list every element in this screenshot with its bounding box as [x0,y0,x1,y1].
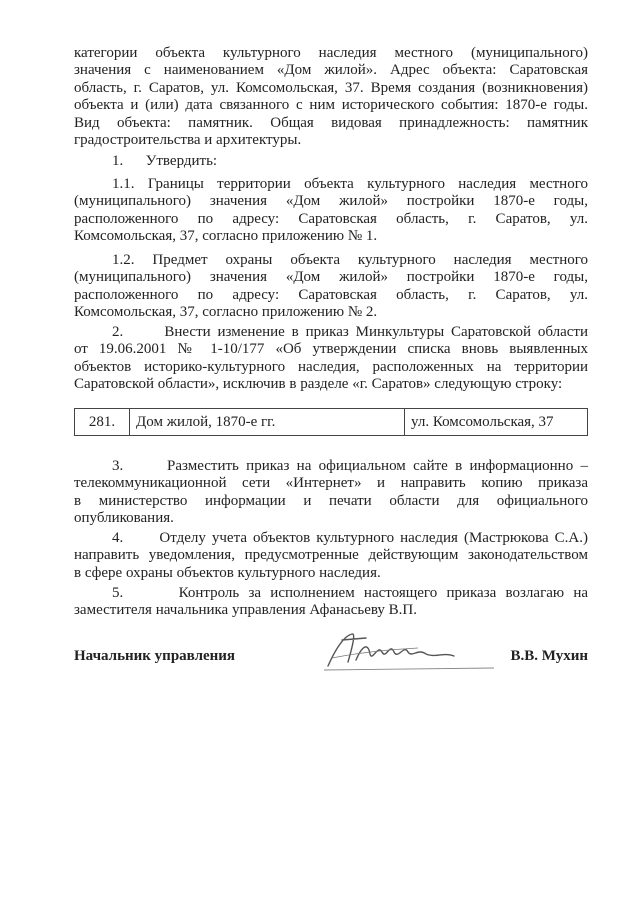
text-line: телекоммуникационной сети «Интернет» и направить копию приказа [74,475,588,492]
text-line: (муниципального) значения «Дом жилой» постройки 1870-е годы, [74,193,588,210]
text-line: 1.2. Предмет охраны объекта культурного наследия местного [112,252,588,268]
text-line: заместителя начальника управления Афанасьеву В.П. [74,602,418,619]
text-line: от 19.06.2001 № 1-10/177 «Об утверждении списка вновь выявленных [74,341,588,358]
text-line: (муниципального) значения «Дом жилой» постройки 1870-е годы, [74,269,588,286]
paragraph-item-1-2 [74,252,588,322]
text-line: 1.1. Границы территории объекта культурного наследия местного [112,176,588,192]
text-line: направить уведомления, предусмотренные действующим законодательством [74,547,588,564]
text-line: Комсомольская, 37, согласно приложению № 2. [74,304,378,321]
text-line: в министерство информации и печати области для официального [74,492,588,509]
paragraph-item-2 [74,324,588,394]
text-line: 2. Внести изменение в приказ Минкультуры Саратовской области [112,324,588,340]
signer-name: В.В. Мухин [510,648,588,664]
paragraph-item-1 [74,153,588,170]
signature-block [74,648,588,668]
text-line: объектов историко-культурного наследия, расположенных на территории [74,358,588,375]
text-line: расположенного по адресу: Саратовская область, г. Саратов, ул. [74,210,588,227]
paragraph-item-3 [74,458,588,528]
text-line: 5. Контроль за исполнением настоящего приказа возлагаю на [112,585,588,601]
paragraph-item-4 [74,530,588,582]
paragraph-intro [74,45,588,149]
table-row [75,409,588,436]
text-line: в сфере охраны объектов культурного наследия. [74,564,381,581]
table-cell-address: ул. Комсомольская, 37 [405,409,588,436]
excluded-object-table [74,408,588,436]
table-cell-object: Дом жилой, 1870-е гг. [130,409,405,436]
text-line: 1. Утвердить: [112,153,218,169]
text-line: Вид объекта: памятник. Общая видовая принадлежность: памятник [74,114,588,131]
text-line: 3. Разместить приказ на официальном сайте в информационно – [112,458,588,474]
text-line: Комсомольская, 37, согласно приложению № 1. [74,228,378,245]
text-line: объекта и (или) дата связанного с ним исторического события: 1870-е годы. [74,97,588,114]
paragraph-item-1-1 [74,176,588,246]
paragraph-item-5 [74,585,588,620]
signer-position: Начальник управления [74,648,236,664]
text-line: категории объекта культурного наследия местного (муниципального) [74,45,588,61]
text-line: область, г. Саратов, ул. Комсомольская, 37. Время создания (возникновения) [74,79,588,96]
text-line: Саратовской области», исключив в разделе «г. Саратов» следующую строку: [74,376,563,393]
text-line: расположенного по адресу: Саратовская область, г. Саратов, ул. [74,286,588,303]
table-cell-number: 281. [75,409,130,436]
text-line: градостроительства и архитектуры. [74,131,302,148]
text-line: опубликования. [74,510,174,527]
text-line: значения с наименованием «Дом жилой». Адрес объекта: Саратовская [74,62,588,79]
text-line: 4. Отделу учета объектов культурного наследия (Мастрюкова С.А.) [112,530,588,546]
